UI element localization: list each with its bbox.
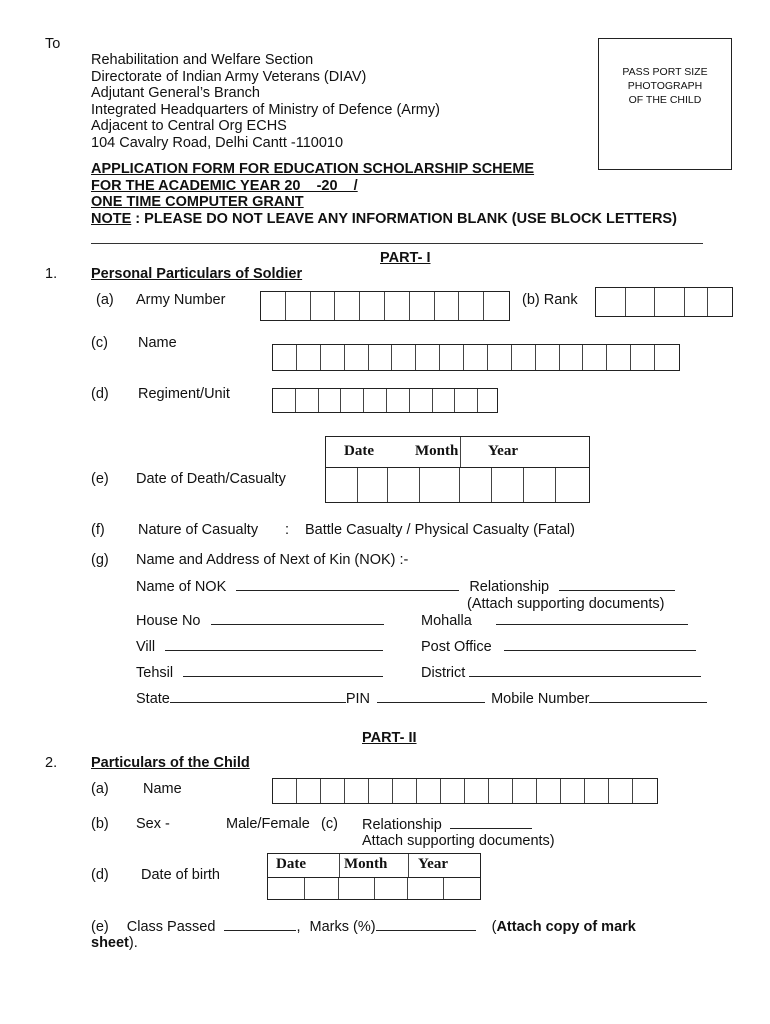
item-mark: (a) [91,781,109,797]
header-divider [460,437,461,467]
close-paren: ). [128,935,138,951]
regiment-label: Regiment/Unit [138,386,230,402]
item-mark: (e) [91,471,109,487]
child-attach-docs-note: Attach supporting documents) [362,833,555,849]
address-line: 104 Cavalry Road, Delhi Cantt -110010 [91,134,344,151]
child-relationship-label: Relationship [362,817,442,833]
address-line: Adjacent to Central Org ECHS [91,118,287,134]
month-header: Month [344,856,388,872]
marks-label: Marks (%) [309,919,376,935]
part1-heading: PART- I [380,250,431,266]
item-mark: (d) [91,386,109,402]
vill-field[interactable] [165,638,383,651]
address-line: Adjutant General’s Branch [91,85,261,101]
nok-section-label: Name and Address of Next of Kin (NOK) :- [136,552,409,568]
vill-label: Vill [136,639,156,655]
note-line [91,211,677,228]
month-header: Month [415,443,459,459]
title-line-1: APPLICATION FORM FOR EDUCATION SCHOLARSHIP SCHEME [91,161,535,177]
nok-name-label: Name of NOK [136,579,227,595]
date-header: Date [344,443,374,459]
mohalla-label: Mohalla [421,613,472,629]
army-number-boxes[interactable] [260,291,510,321]
item-mark: (c) [91,335,108,351]
pin-field[interactable] [377,690,485,703]
item-mark: (d) [91,867,109,883]
vill-row [136,638,383,655]
comma: , [296,919,301,935]
photo-box-line: PASS PORT SIZE [622,66,708,78]
section-title: Personal Particulars of Soldier [91,266,303,282]
item-mark: (c) [321,816,338,832]
item-mark: (b) [91,816,109,832]
pin-label: PIN [345,691,371,707]
date-of-death-label: Date of Death/Casualty [136,471,286,487]
passport-photo-box[interactable] [598,38,732,170]
mohalla-field[interactable] [496,612,688,625]
sheet-text: sheet [91,935,129,951]
dob-header-box [267,853,481,878]
address-line: Rehabilitation and Welfare Section [91,52,314,68]
title-line-3: ONE TIME COMPUTER GRANT [91,194,304,210]
nature-of-casualty-label: Nature of Casualty [138,522,259,538]
soldier-name-boxes[interactable] [272,344,680,371]
nok-name-row [136,578,675,595]
section-number: 2. [45,755,58,771]
district-row [421,664,701,681]
class-passed-label: Class Passed [126,919,216,935]
photo-box-line: OF THE CHILD [628,94,702,106]
state-label: State [136,691,170,707]
date-of-death-boxes[interactable] [325,467,590,503]
child-relationship-row [362,816,532,833]
nok-name-field[interactable] [236,578,459,591]
attach-copy-text: Attach copy of mark [496,919,636,935]
header-divider [339,854,340,877]
district-field[interactable] [469,664,701,677]
header-divider [408,854,409,877]
colon: : [285,522,290,538]
class-passed-field[interactable] [224,918,296,931]
photo-box-line: PHOTOGRAPH [627,80,703,92]
name-label: Name [138,335,177,351]
rank-label: (b) Rank [522,292,578,308]
post-office-field[interactable] [504,638,696,651]
dob-label: Date of birth [141,867,220,883]
item-mark: (a) [96,292,114,308]
part2-heading: PART- II [362,730,417,746]
address-block [91,52,440,151]
sex-options[interactable]: Male/Female [226,816,310,832]
attach-copy-note: (Attach copy of mark [491,919,636,935]
mohalla-row [421,612,688,629]
year-header: Year [488,443,518,459]
house-no-label: House No [136,613,201,629]
item-mark: (f) [91,522,105,538]
dod-header-box [325,436,590,468]
district-label: District [421,665,466,681]
dob-boxes[interactable] [267,877,481,900]
class-marks-row [91,918,636,935]
attach-docs-note: (Attach supporting documents) [467,596,665,612]
note-label: NOTE [91,210,132,227]
year-header: Year [418,856,448,872]
mobile-field[interactable] [589,690,707,703]
house-no-field[interactable] [211,612,384,625]
child-name-boxes[interactable] [272,778,658,804]
divider [91,243,703,244]
tehsil-row [136,664,383,681]
sheet-line [91,935,138,951]
date-header: Date [276,856,306,872]
rank-boxes[interactable] [595,287,733,317]
item-mark: (g) [91,552,109,568]
regiment-boxes[interactable] [272,388,498,413]
marks-field[interactable] [376,918,476,931]
item-mark: (e) [91,919,109,935]
relationship-field[interactable] [559,578,675,591]
mobile-label: Mobile Number [491,691,590,707]
state-row [136,690,707,707]
state-field[interactable] [170,690,346,703]
house-no-row [136,612,384,629]
tehsil-field[interactable] [183,664,383,677]
army-number-label: Army Number [136,292,226,308]
post-office-label: Post Office [421,639,492,655]
to-label: To [45,36,61,52]
sex-label: Sex - [136,816,170,832]
address-line: Integrated Headquarters of Ministry of Defence (Army) [91,101,440,118]
title-line-2: FOR THE ACADEMIC YEAR 20 -20 / [91,177,358,194]
child-name-label: Name [143,781,182,797]
address-line: Directorate of Indian Army Veterans (DIAV) [91,68,367,85]
casualty-options[interactable]: Battle Casualty / Physical Casualty (Fatal) [305,522,575,538]
child-relationship-field[interactable] [450,816,532,829]
relationship-label: Relationship [469,579,550,595]
tehsil-label: Tehsil [136,665,174,681]
note-text: : PLEASE DO NOT LEAVE ANY INFORMATION BLANK (USE BLOCK LETTERS) [131,210,677,227]
section-number: 1. [45,266,58,282]
section-title: Particulars of the Child [91,755,250,771]
form-title [91,161,677,227]
post-office-row [421,638,696,655]
